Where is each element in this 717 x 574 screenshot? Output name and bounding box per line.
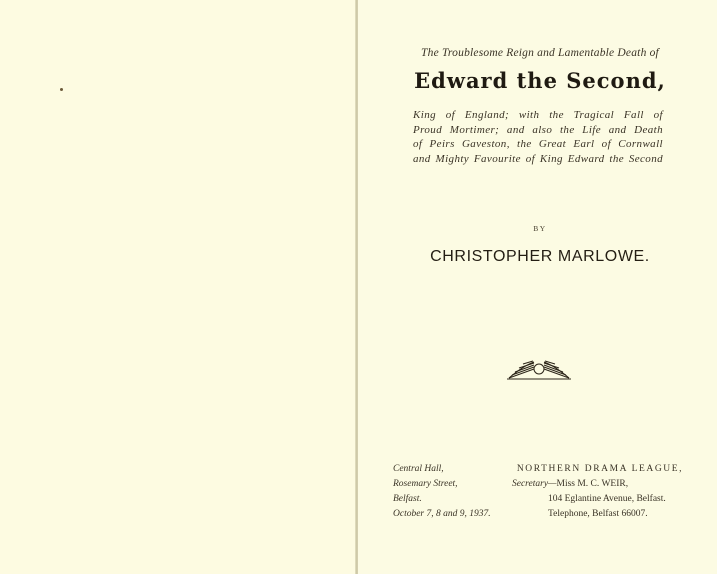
secretary-line (512, 477, 688, 492)
main-title: Edward the Second, (414, 68, 666, 93)
venue-line: October 7, 8 and 9, 1937. (393, 509, 491, 519)
subtitle-line: and Mighty Favourite of King Edward the Second (413, 152, 663, 165)
subtitle-line: King of England; with the Tragical Fall of (413, 109, 663, 121)
winged-ornament-icon (507, 356, 571, 382)
venue-line: Rosemary Street, (393, 479, 458, 489)
secretary-name: Miss M. C. WEIR, (556, 479, 629, 489)
league-telephone: Telephone, Belfast 66007. (548, 509, 648, 519)
author-name: CHRISTOPHER MARLOWE. (430, 248, 650, 265)
left-blank-page (0, 0, 357, 574)
league-block (512, 462, 688, 522)
subtitle-block (413, 108, 663, 166)
venue-line: Central Hall, (393, 464, 444, 474)
intro-line: The Troublesome Reign and Lamentable Death of (421, 47, 659, 59)
venue-block (393, 462, 491, 522)
by-label: BY (533, 224, 547, 233)
secretary-label: Secretary— (512, 479, 557, 489)
paper-speck (60, 88, 63, 91)
league-address: 104 Eglantine Avenue, Belfast. (548, 494, 666, 504)
venue-line: Belfast. (393, 494, 422, 504)
league-name: NORTHERN DRAMA LEAGUE, (516, 464, 684, 474)
subtitle-line: of Peirs Gaveston, the Great Earl of Cornwall (413, 138, 663, 150)
subtitle-line: Proud Mortimer; and also the Life and Death (413, 123, 663, 136)
